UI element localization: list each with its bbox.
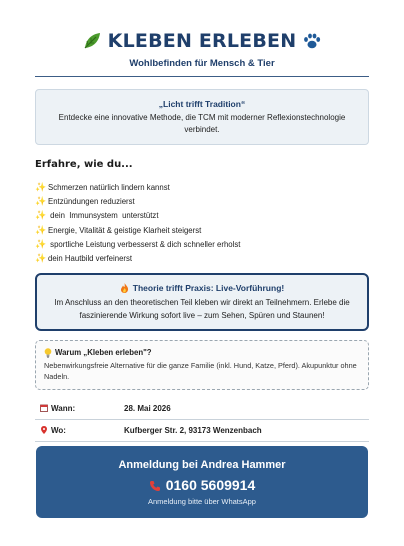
sparkle-icon: ✨ [35,195,47,206]
list-item [35,209,369,223]
detail-row-place [35,420,369,442]
registration-title: Anmeldung bei Andrea Hammer [118,459,286,471]
why-text: Nebenwirkungsfreie Alternative für die ganze Familie (inkl. Hund, Katze, Pferd). Akupunktur ohne Nadeln. [44,360,357,382]
sparkle-icon: ✨ [35,210,47,221]
list-item [35,251,369,265]
benefits-heading: Erfahre, wie du... [35,159,133,170]
demo-text: Im Anschluss an den theoretischen Teil kleben wir direkt an Teilnehmern. Erlebe die faszinierende Wirkung sofort live – zum Sehen, Spüren und Staunen! [54,297,350,320]
date-label-wrap [35,404,124,413]
benefit-text: dein Immunsystem unterstützt [48,211,159,221]
benefit-text: Energie, Vitalität & geistige Klarheit steigerst [48,225,202,235]
intro-text: Entdecke eine innovative Methode, die TCM mit moderner Reflexionstechnologie verbindet. [58,113,346,134]
demo-title: Theorie trifft Praxis: Live-Vorführung! [132,282,285,293]
list-item [35,194,369,208]
sparkle-icon: ✨ [35,224,47,235]
sparkle-icon: ✨ [35,253,47,264]
why-title: Warum „Kleben erleben"? [55,348,152,358]
demo-title-row [47,283,357,293]
title-row [35,30,369,52]
place-label: Wo: [51,425,66,435]
leaf-icon [82,31,102,51]
detail-row-date [35,398,369,420]
sparkle-icon: ✨ [35,181,47,192]
sparkle-icon: ✨ [35,238,47,249]
date-value: 28. Mai 2026 [124,403,171,413]
header-divider [35,76,369,77]
benefit-text: dein Hautbild verfeinerst [48,254,133,264]
benefits-list [35,180,369,266]
list-item [35,223,369,237]
page-subtitle: Wohlbefinden für Mensch & Tier [129,58,275,69]
paw-icon [302,31,322,51]
page-title: KLEBEN ERLEBEN [107,30,297,52]
place-label-wrap [35,426,124,435]
intro-box [35,89,369,145]
benefit-text: Schmerzen natürlich lindern kannst [48,182,170,192]
lightbulb-icon [44,348,52,358]
fire-icon [120,283,129,293]
why-title-row [44,348,360,358]
pin-icon [40,426,48,434]
demo-box [35,273,369,331]
place-value: Kufberger Str. 2, 93173 Wenzenbach [124,425,262,435]
list-item [35,237,369,251]
benefit-text: Entzündungen reduzierst [48,196,135,206]
date-label: Wann: [51,403,76,413]
phone-number[interactable]: 0160 5609914 [165,477,256,493]
why-box [35,340,369,390]
intro-title: „Licht trifft Tradition“ [158,99,246,109]
phone-icon [149,479,161,491]
list-item [35,180,369,194]
registration-banner[interactable] [36,446,368,518]
phone-row[interactable] [36,477,368,493]
header [35,0,369,77]
calendar-icon [40,404,48,412]
benefit-text: sportliche Leistung verbesserst & dich schneller erholst [48,239,241,249]
registration-note: Anmeldung bitte über WhatsApp [148,497,256,506]
